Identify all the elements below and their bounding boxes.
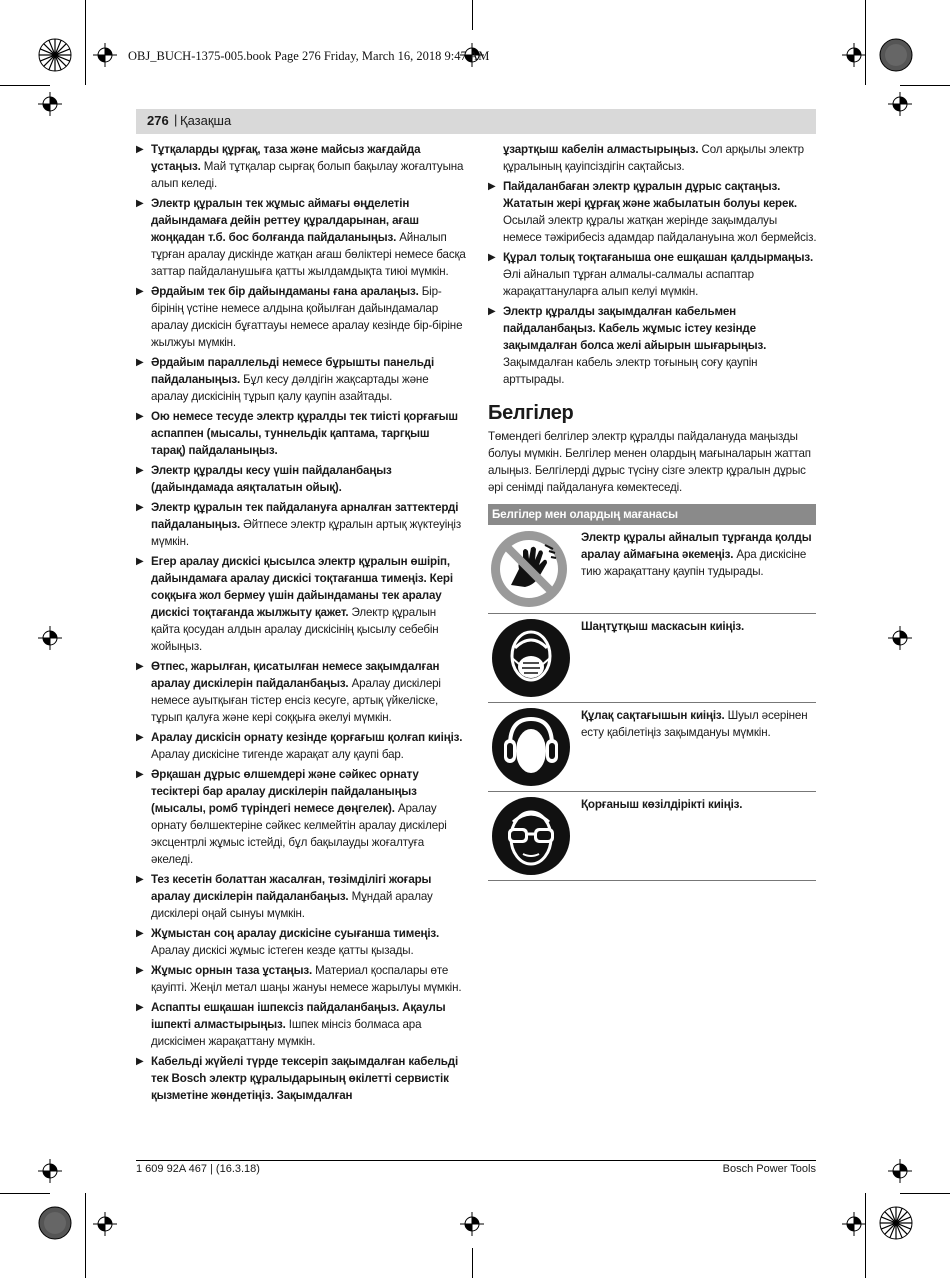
list-item: ▶ Кабельді жүйелі түрде тексеріп зақымдалған кабельді тек Bosch электр құралыдарының өкілетті сервистік қызметіне жөндетіңіз. Зақымдалған: [136, 1055, 459, 1102]
registration-mark-icon: [38, 92, 62, 116]
bullet-icon: ▶: [488, 252, 496, 263]
symbol-description: Құлақ сақтағышын киіңіз. Шуыл әсерінен есту қабілетіңіз зақымдануы мүмкін.: [581, 709, 808, 739]
ear-protection-icon: [491, 707, 571, 787]
safety-glasses-icon: [491, 796, 571, 876]
bullet-icon: ▶: [136, 502, 144, 513]
running-header: [136, 109, 816, 134]
symbol-description: Электр құралы айналып тұрғанда қолды аралау аймағына әкемеңіз. Ара дискісіне тию жарақаттану қаупін тудырады.: [581, 531, 812, 578]
list-item: ▶ Ою немесе тесуде электр құралды тек тиісті қорғағыш аспаппен (мысалы, туннельдік қаптама, таргқыш тарақ) пайдаланыңыз.: [136, 410, 458, 457]
header-language: Қазақша: [180, 113, 232, 128]
bullet-icon: ▶: [136, 357, 144, 368]
list-item: ▶ Аралау дискісін орнату кезінде қорғағыш қолғап киіңіз. Аралау дискісіне тигенде жарақат алу қаупі бар.: [136, 731, 463, 761]
symbols-table: [488, 504, 816, 881]
list-item: ▶ Электр құралын тек жұмыс аймағы өңделетін дайындамаға дейін реттеу құралдарынан, ағаш жоңқадан т.б. бос болғанда пайдаланыңыз. Айналып тұрған аралау дискінде жатқан ағаш бөліктері немесе басқа заттар пайдаланушыға қатты жылдамдықта тиюі мүмкін.: [136, 197, 466, 278]
star-target-icon: [38, 38, 72, 72]
list-item: ▶ Әрқашан дұрыс өлшемдері және сәйкес орнату тесіктері бар аралау дискілерін пайдаланыңыз (мысалы, ромб түріндегі немесе дөңгелек). Аралау орнату бөлшектеріне сәйкес келмейтін аралау дискілері эксцентрлі жұмыс істейді, бұл бақылауды жоғалтуға әкеледі.: [136, 768, 447, 866]
dust-mask-icon: [491, 618, 571, 698]
list-item: ▶ Әрдайым тек бір дайындаманы ғана аралаңыз. Бір-бірінің үстіне немесе алдына қойылған дайындамалар аралау дискісін бұғаттауы немесе аралау кезінде бір-біріне жылжуы мүмкін.: [136, 285, 463, 349]
bullet-icon: ▶: [136, 286, 144, 297]
bullet-icon: ▶: [136, 556, 144, 567]
list-item: ▶ Әрдайым параллельді немесе бұрышты панельді пайдаланыңыз. Бұл кесу дәлдігін жақсартады және аралау дискісінің тұрып қалу қаупін азайтады.: [136, 356, 435, 403]
registration-mark-icon: [93, 43, 117, 67]
star-target-icon: [879, 1206, 913, 1240]
list-item-continuation: ұзартқыш кабелін алмастырыңыз. Сол арқылы электр құралының қауіпсіздігін сақтайсыз.: [503, 143, 804, 173]
bullet-icon: ▶: [136, 411, 144, 422]
footer-brand: Bosch Power Tools: [722, 1163, 816, 1175]
list-item: ▶ Жұмыстан соң аралау дискісіне суығанша тимеңіз. Аралау дискісі жұмыс істеген кезде қатты қызады.: [136, 927, 440, 957]
right-column: [488, 141, 818, 881]
gray-target-icon: [879, 38, 913, 72]
list-item: ▶ Жұмыс орнын таза ұстаңыз. Материал қоспалары өте қауіпті. Жеңіл метал шаңы жануы немесе жарылуы мүмкін.: [136, 964, 462, 994]
table-row: [488, 614, 816, 703]
list-item: ▶ Электр құралын тек пайдалануға арналған заттектерді пайдаланыңыз. Әйтпесе электр құралын артық жүктеуіңіз мүмкін.: [136, 501, 462, 548]
registration-mark-icon: [842, 43, 866, 67]
list-item: ▶ Электр құралды кесу үшін пайдаланбаңыз (дайындамада аяқталатын ойық).: [136, 464, 392, 494]
print-slug: OBJ_BUCH-1375-005.book Page 276 Friday, March 16, 2018 9:47 AM: [128, 49, 490, 63]
section-intro: Төмендегі белгілер электр құралды пайдалануда маңызды болуы мүмкін. Белгілер менен олардың мағыналарын жаттап алыңыз. Белгілерді дұрыс түсіну сізге электр құралын дұрыс әрі сенімді пайдалануға көмектеседі.: [488, 430, 811, 494]
registration-mark-icon: [38, 626, 62, 650]
table-row: [488, 792, 816, 881]
bullet-icon: ▶: [136, 1056, 144, 1067]
gray-target-icon: [38, 1206, 72, 1240]
registration-mark-icon: [460, 1212, 484, 1236]
bullet-icon: ▶: [136, 144, 144, 155]
registration-mark-icon: [888, 92, 912, 116]
list-item: ▶ Пайдаланбаған электр құралын дұрыс сақтаңыз. Жататын жері құрғақ және жабылатын болуы керек. Осылай электр құралы жатқан жерінде зақымдалуы немесе тәжірибесіз адамдар пайдалануына жол бермейсіз.: [488, 180, 817, 244]
bullet-icon: ▶: [488, 181, 496, 192]
bullet-icon: ▶: [136, 1002, 144, 1013]
table-row: [488, 525, 816, 614]
bullet-icon: ▶: [136, 769, 144, 780]
registration-mark-icon: [888, 1159, 912, 1183]
symbol-description: Шаңтұтқыш маскасын киіңіз.: [581, 620, 745, 633]
left-column: [136, 141, 466, 1107]
no-hands-icon: [489, 529, 569, 609]
table-row: [488, 703, 816, 792]
list-item: ▶ Электр құралды зақымдалған кабельмен пайдаланбаңыз. Кабель жұмыс істеу кезінде зақымдалған болса желі айырын шығарыңыз. Зақымдалған кабель электр тоғының соғу қаупін арттырады.: [488, 305, 767, 386]
bullet-icon: ▶: [136, 874, 144, 885]
footer-doc-number: 1 609 92A 467 | (16.3.18): [136, 1163, 260, 1175]
footer-divider: [136, 1160, 816, 1161]
list-item: ▶ Құрал толық тоқтағаныша оне ешқашан қалдырмаңыз. Әлі айналып тұрған алмалы-салмалы аспаптар жарақаттануларға алып келуі мүмкін.: [488, 251, 814, 298]
symbols-table-header: Белгілер мен олардың мағанасы: [488, 504, 816, 525]
list-item: ▶ Тұтқаларды құрғақ, таза және майсыз жағдайда ұстаңыз. Май тұтқалар сырғақ болып бақылау жоғалтуына алып келеді.: [136, 143, 464, 190]
bullet-icon: ▶: [136, 465, 144, 476]
symbol-description: Қорғаныш көзілдірікті киіңіз.: [581, 798, 743, 811]
page-number: 276: [147, 113, 169, 128]
bullet-icon: ▶: [136, 732, 144, 743]
bullet-icon: ▶: [488, 306, 496, 317]
registration-mark-icon: [93, 1212, 117, 1236]
bullet-icon: ▶: [136, 928, 144, 939]
bullet-icon: ▶: [136, 965, 144, 976]
registration-mark-icon: [888, 626, 912, 650]
bullet-icon: ▶: [136, 661, 144, 672]
section-title: Белгілер: [488, 402, 574, 424]
list-item: ▶ Егер аралау дискісі қысылса электр құралын өшіріп, дайындамаға аралау дискісі тоқтағанша тимеңіз. Кері соққыға жол бермеу үшін дайындаманы тек аралау дискісі тоқтағанда жылжыту қажет. Электр құралын қайта қосудан алдын аралау дискісінің қысылу себебін жойыңыз.: [136, 555, 453, 653]
registration-mark-icon: [842, 1212, 866, 1236]
list-item: ▶ Өтпес, жарылған, қисатылған немесе зақымдалған аралау дискілерін пайдаланбаңыз. Аралау дискілері немесе ауытқыған тістер енсіз кесуге, артық үйкеліске, тұрып қалуға және кері соққыға әкелуі мүмкін.: [136, 660, 441, 724]
bullet-icon: ▶: [136, 198, 144, 209]
list-item: ▶ Тез кесетін болаттан жасалған, төзімділігі жоғары аралау дискілерін пайдаланбаңыз. Мұндай аралау дискілері оңай сынуы мүмкін.: [136, 873, 433, 920]
header-separator: |: [174, 112, 178, 127]
registration-mark-icon: [38, 1159, 62, 1183]
list-item: ▶ Аспапты ешқашан ішпексіз пайдаланбаңыз. Ақаулы ішпекті алмастырыңыз. Ішпек мінсіз болмаса ара дискісімен жарақаттану мүмкін.: [136, 1001, 446, 1048]
